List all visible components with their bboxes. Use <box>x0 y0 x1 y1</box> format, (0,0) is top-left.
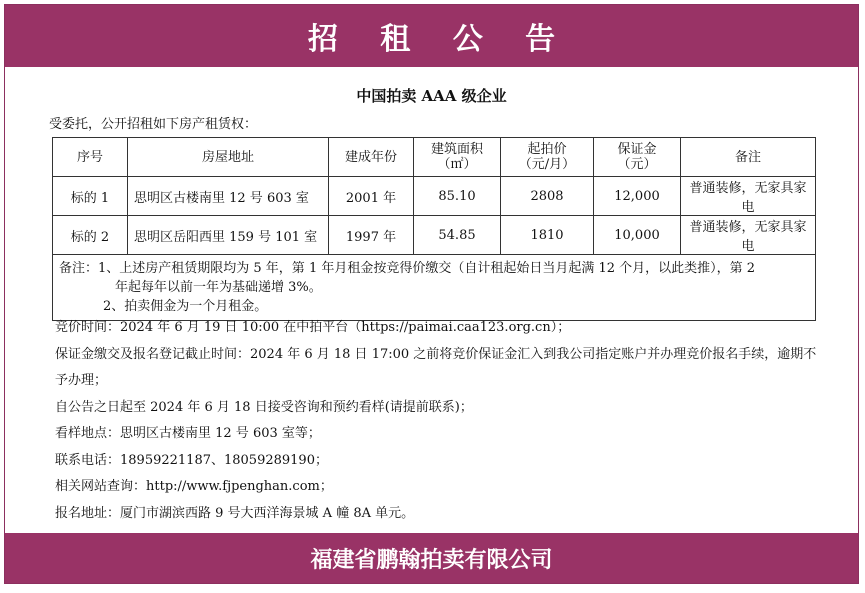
table-notes-row <box>53 255 816 321</box>
cell-area: 85.10 <box>414 177 501 216</box>
cell-address: 思明区古楼南里 12 号 603 室 <box>128 177 329 216</box>
cell-deposit: 12,000 <box>594 177 681 216</box>
col-header-index: 序号 <box>53 138 128 177</box>
property-table <box>52 137 816 321</box>
detail-deposit-deadline: 保证金缴交及报名登记截止时间：2024 年 6 月 18 日 17:00 之前将竞价保证金汇入到我公司指定账户并办理竞价报名手续，逾期不 <box>55 346 817 362</box>
notice-title: 招 租 公 告 <box>307 22 572 57</box>
col-header-year: 建成年份 <box>329 138 414 177</box>
detail-viewing-location: 看样地点：思明区古楼南里 12 号 603 室等； <box>55 426 321 441</box>
cell-index: 标的 2 <box>53 216 128 255</box>
cell-start-price: 1810 <box>501 216 594 255</box>
table-row <box>53 177 816 216</box>
detail-website: 相关网站查询：http://www.fjpenghan.com； <box>55 479 333 494</box>
header-banner <box>5 5 858 67</box>
cell-year: 1997 年 <box>329 216 414 255</box>
auction-details <box>55 315 857 527</box>
footer-banner <box>5 533 858 583</box>
table-notes <box>53 255 816 321</box>
col-header-deposit: 保证金 （元） <box>594 138 681 177</box>
intro-text: 受委托，公开招租如下房产租赁权： <box>49 117 258 132</box>
note-line-1: 备注：1、上述房产租赁期限均为 5 年，第 1 年月租金按竞得价缴交（自计租起始日当月起满 12 个月，以此类推），第 2 <box>59 261 756 276</box>
detail-phone: 联系电话：18959221187、18059289190； <box>55 452 328 468</box>
detail-registration-address: 报名地址：厦门市湖滨西路 9 号大西洋海景城 A 幢 8A 单元。 <box>55 505 415 521</box>
col-header-address: 房屋地址 <box>128 138 329 177</box>
note-line-2: 2、拍卖佣金为一个月租金。 <box>103 299 268 314</box>
table-header-row <box>53 138 816 177</box>
cell-remarks: 普通装修，无家具家电 <box>681 216 816 255</box>
col-header-area: 建筑面积 （㎡） <box>414 138 501 177</box>
cell-remarks: 普通装修，无家具家电 <box>681 177 816 216</box>
cell-address: 思明区岳阳西里 159 号 101 室 <box>128 216 329 255</box>
detail-bid-time: 竞价时间：2024 年 6 月 19 日 10:00 在中拍平台（https://paimai.caa123.org.cn）； <box>55 320 571 335</box>
notice-frame <box>4 4 859 584</box>
table-row <box>53 216 816 255</box>
cell-area: 54.85 <box>414 216 501 255</box>
col-header-remarks: 备注 <box>681 138 816 177</box>
company-name: 福建省鹏翰拍卖有限公司 <box>310 547 553 573</box>
cell-year: 2001 年 <box>329 177 414 216</box>
cell-index: 标的 1 <box>53 177 128 216</box>
cell-start-price: 2808 <box>501 177 594 216</box>
detail-deposit-deadline-cont: 予办理； <box>55 373 108 388</box>
subtitle: 中国拍卖 AAA 级企业 <box>356 87 507 105</box>
detail-consultation: 自公告之日起至 2024 年 6 月 18 日接受咨询和预约看样(请提前联系)； <box>55 399 473 415</box>
cell-deposit: 10,000 <box>594 216 681 255</box>
col-header-start-price: 起拍价 （元/月） <box>501 138 594 177</box>
note-line-1-cont: 年起每年以前一年为基础递增 3%。 <box>115 280 322 295</box>
